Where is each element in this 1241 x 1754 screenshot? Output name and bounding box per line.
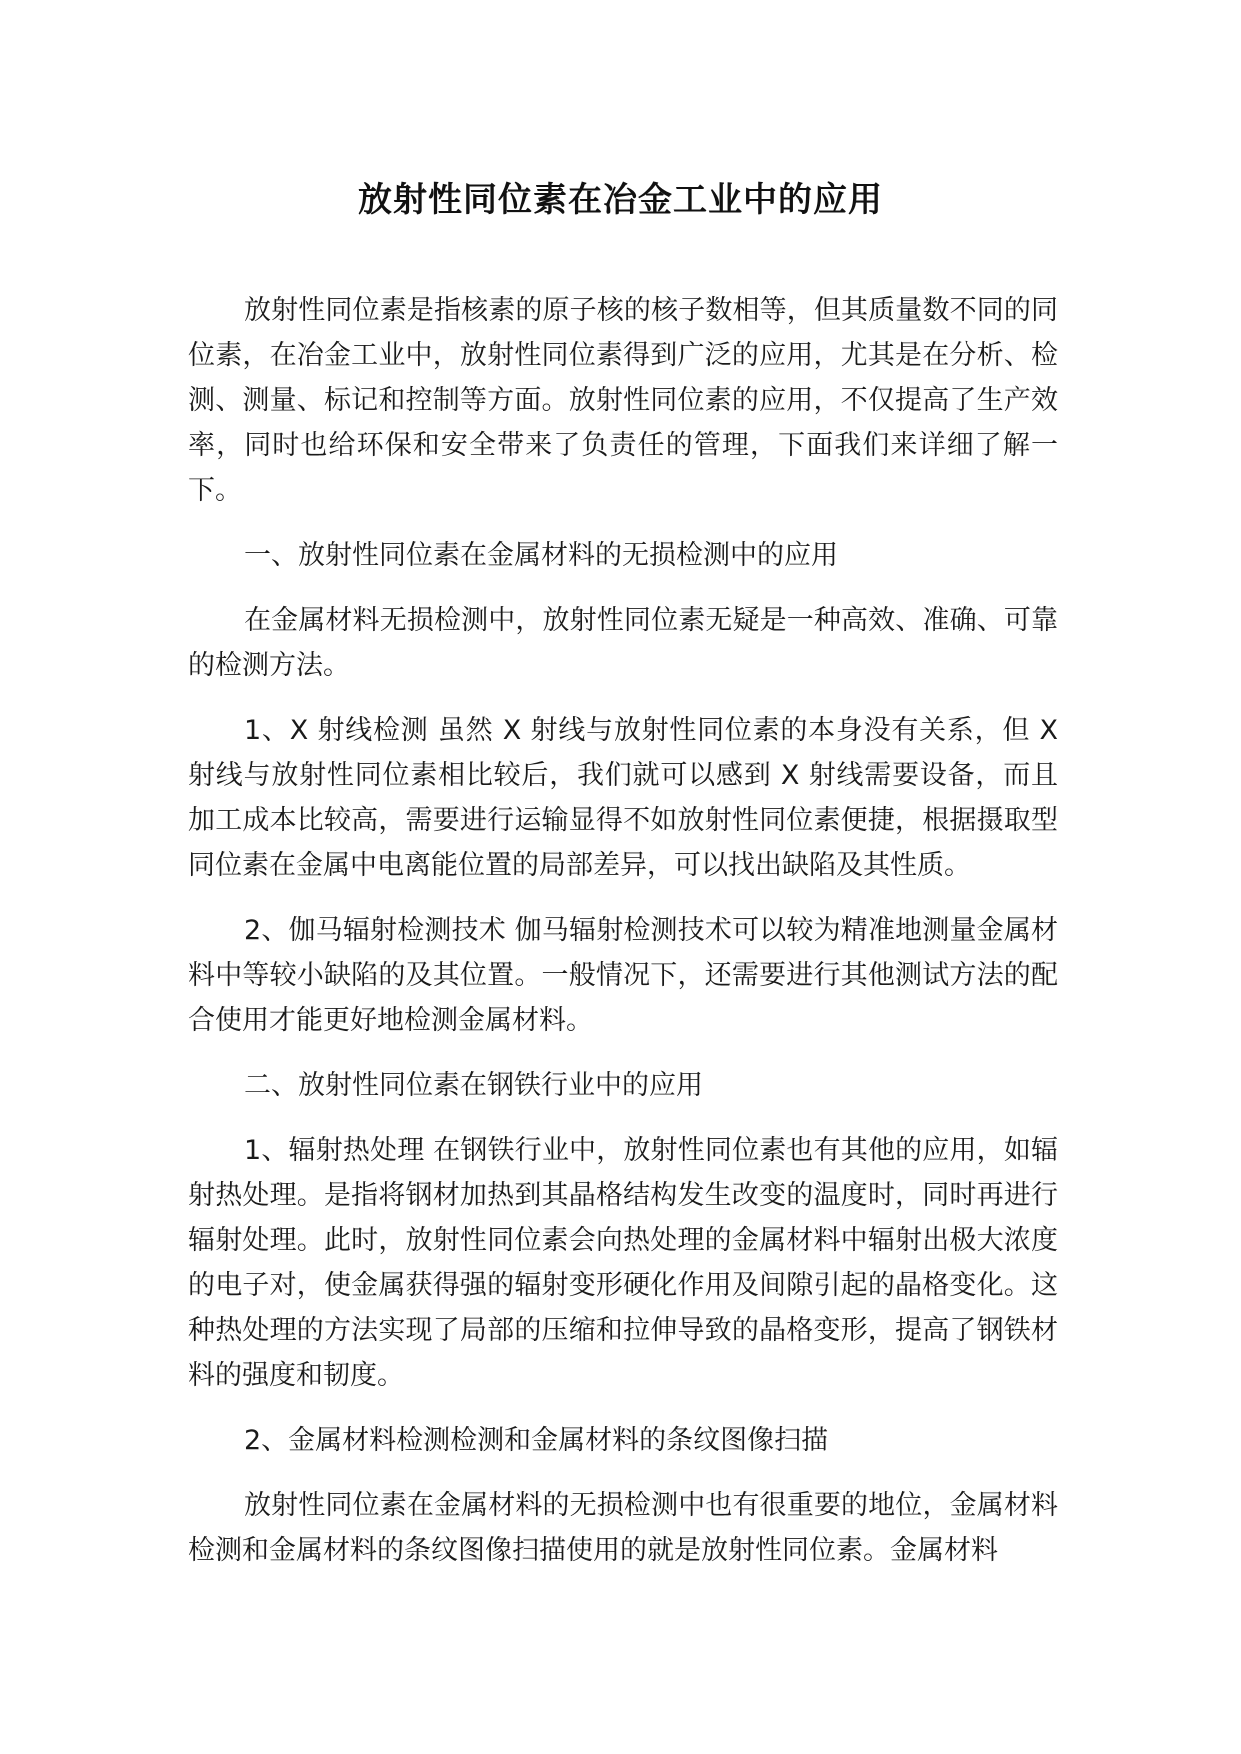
subsection-heading-2: 2、金属材料检测检测和金属材料的条纹图像扫描 [244,1425,829,1456]
document-title: 放射性同位素在冶金工业中的应用 [358,180,883,220]
section-1-intro-paragraph: 在金属材料无损检测中，放射性同位素无疑是一种高效、准确、可靠的检测方法。 [188,605,1058,681]
xray-paragraph: 1、X 射线检测 虽然 X 射线与放射性同位素的本身没有关系，但 X 射线与放射性同位素相比较后，我们就可以感到 X 射线需要设备，而且加工成本比较高，需要进行运输显得不如放射性同位素便捷，根据摄取型同位素在金属中电离能位置的局部差异，可以找出缺陷及其性质。 [188,715,1058,881]
radiation-heat-treatment-paragraph: 1、辐射热处理 在钢铁行业中，放射性同位素也有其他的应用，如辐射热处理。是指将钢材加热到其晶格结构发生改变的温度时，同时再进行辐射处理。此时，放射性同位素会向热处理的金属材料中辐射出极大浓度的电子对，使金属获得强的辐射变形硬化作用及间隙引起的晶格变化。这种热处理的方法实现了局部的压缩和拉伸导致的晶格变形，提高了钢铁材料的强度和韧度。 [188,1135,1058,1391]
section-heading-2: 二、放射性同位素在钢铁行业中的应用 [244,1070,703,1101]
section-heading-1: 一、放射性同位素在金属材料的无损检测中的应用 [244,540,838,571]
document-body [188,288,1058,1593]
gamma-paragraph: 2、伽马辐射检测技术 伽马辐射检测技术可以较为精准地测量金属材料中等较小缺陷的及其位置。一般情况下，还需要进行其他测试方法的配合使用才能更好地检测金属材料。 [188,915,1058,1036]
scanning-paragraph: 放射性同位素在金属材料的无损检测中也有很重要的地位，金属材料检测和金属材料的条纹图像扫描使用的就是放射性同位素。金属材料 [188,1490,1058,1566]
intro-paragraph: 放射性同位素是指核素的原子核的核子数相等，但其质量数不同的同位素，在冶金工业中，放射性同位素得到广泛的应用，尤其是在分析、检测、测量、标记和控制等方面。放射性同位素的应用，不仅提高了生产效率，同时也给环保和安全带来了负责任的管理，下面我们来详细了解一下。 [188,295,1058,506]
